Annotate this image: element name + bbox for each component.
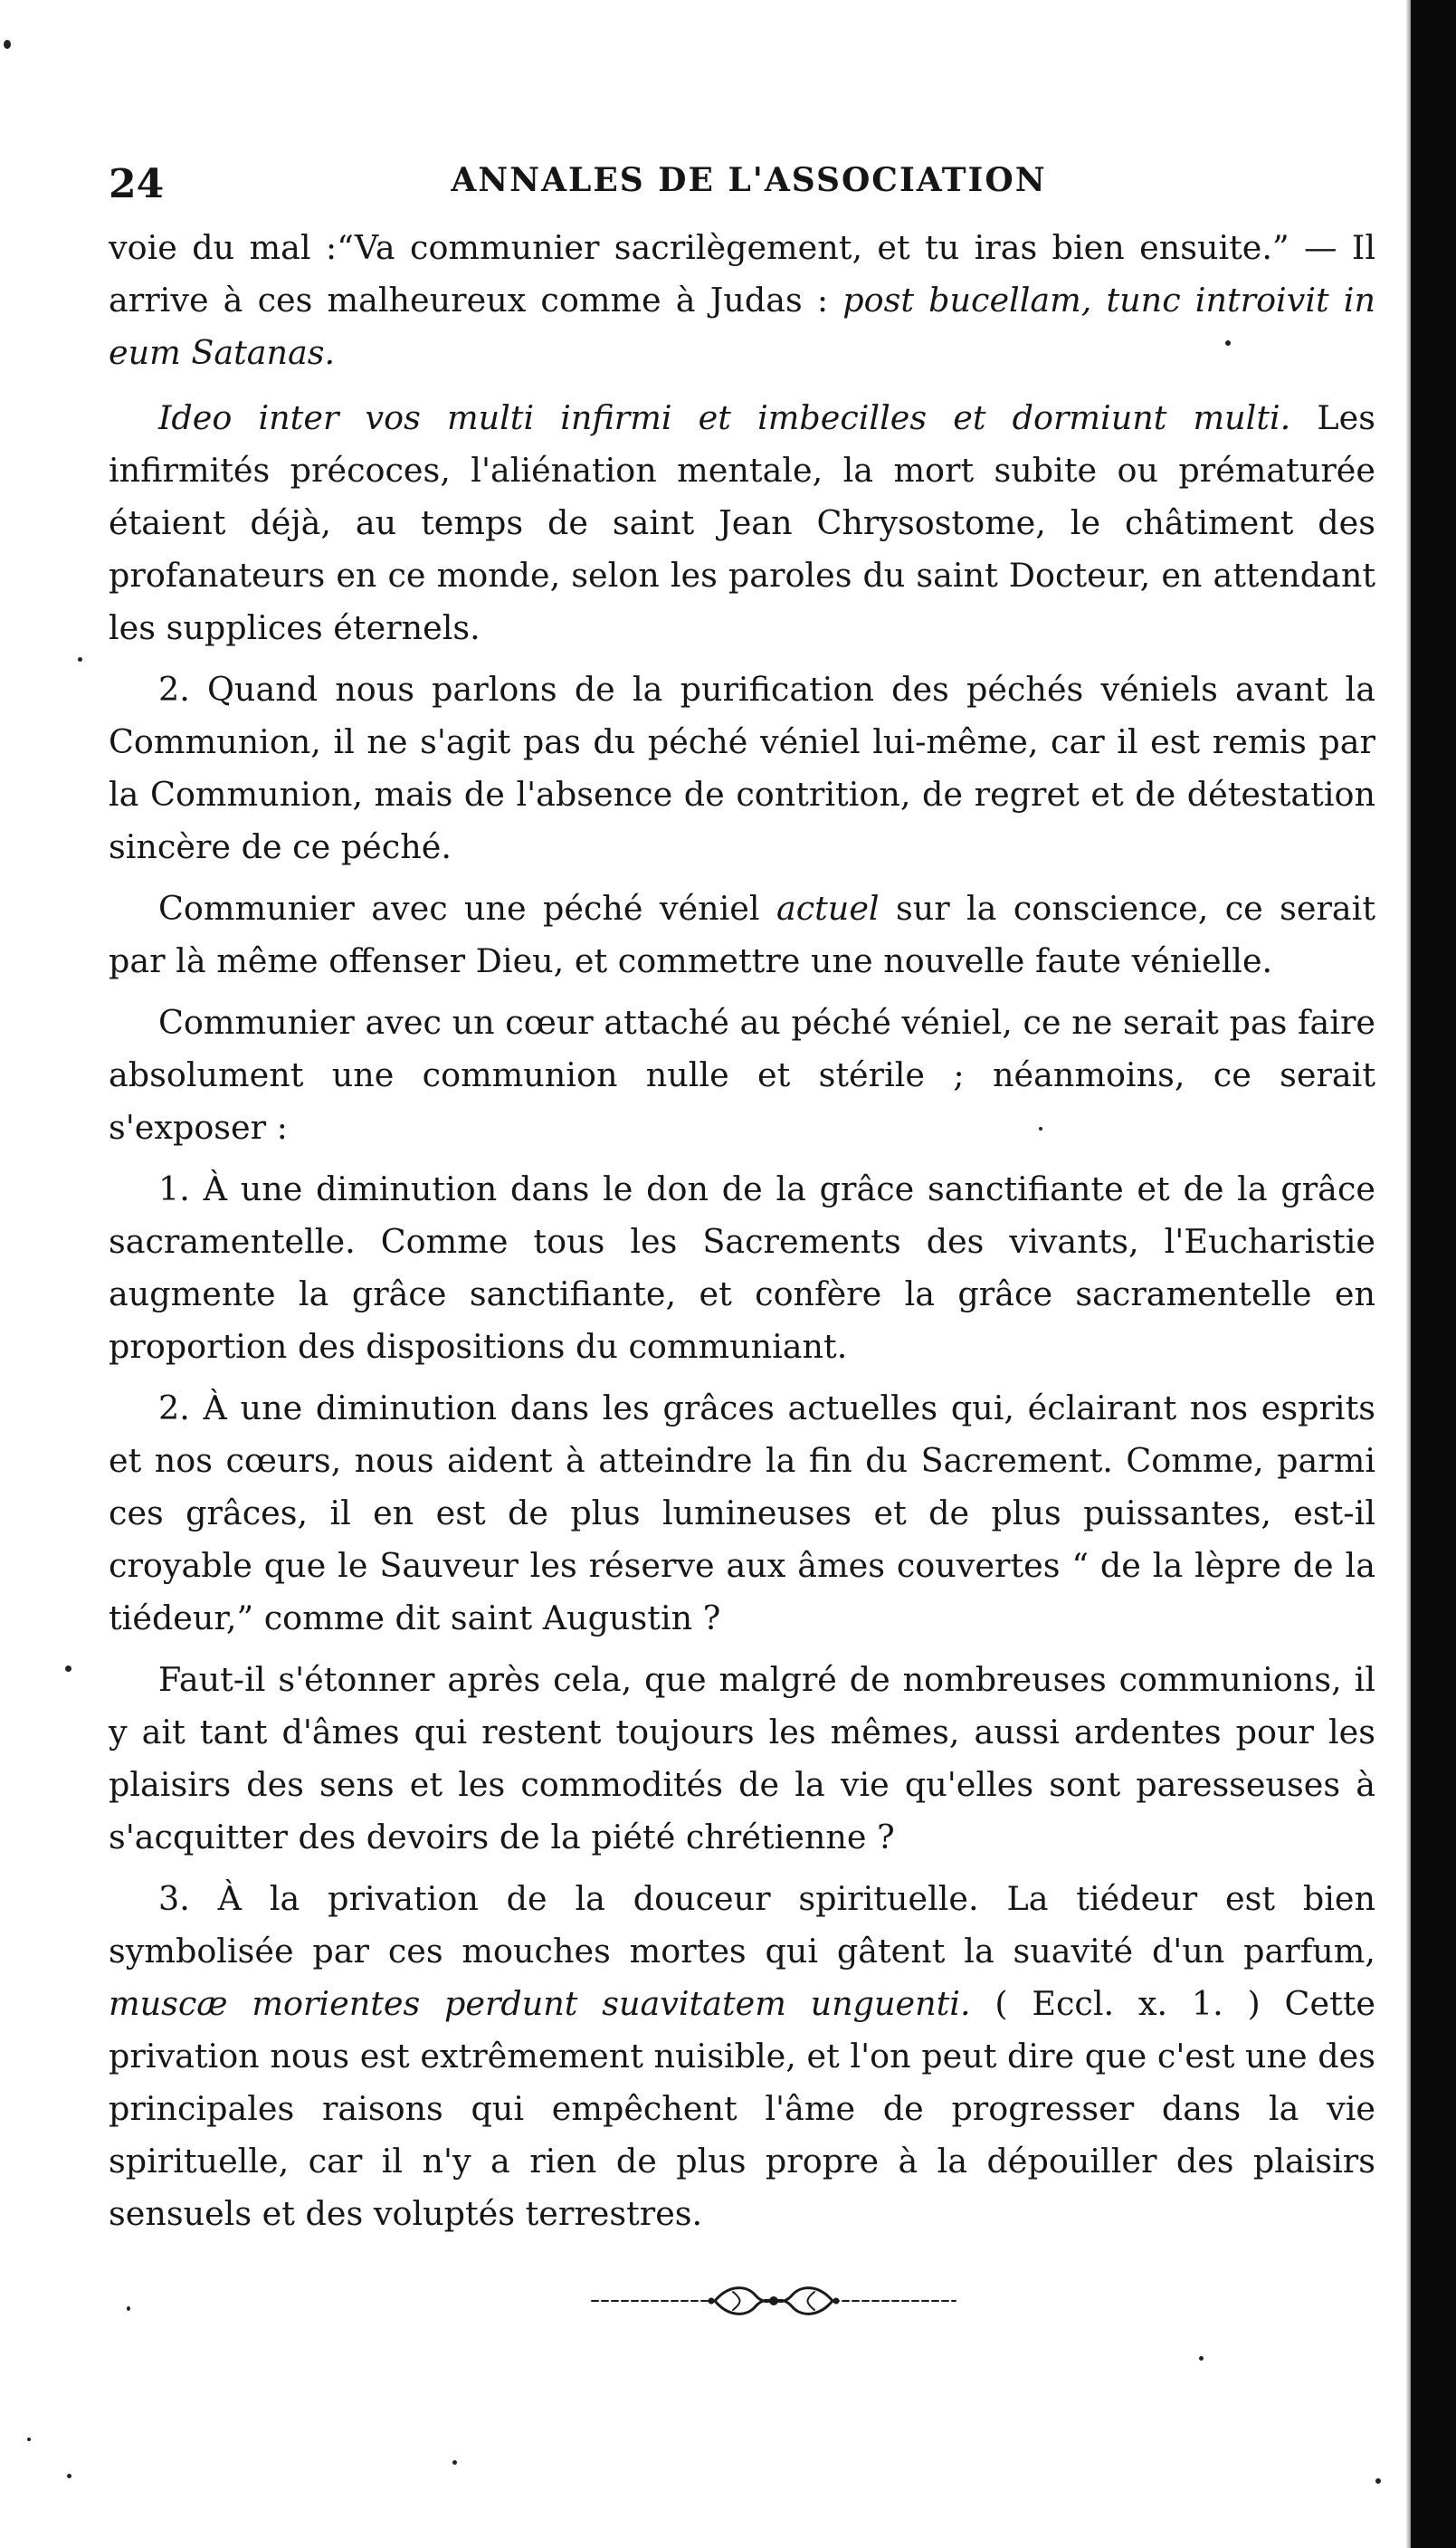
running-title: ANNALES DE L'ASSOCIATION — [451, 161, 1047, 199]
paragraph-text: voie du mal :“Va communier sacrilègement, et tu iras bien ensuite.” — Il arrive à ces malheureux comme à Judas : — [109, 228, 1375, 320]
paragraph-text: sur la conscience, ce serait par là même offenser Dieu, et commettre une nouvelle faute vénielle. — [109, 889, 1375, 980]
paragraph: Faut-il s'étonner après cela, que malgré de nombreuses communions, il y ait tant d'âmes qui restent toujours les mêmes, aussi ardentes pour les plaisirs des sens et les commodités de la vie qu'elles sont paresseuses à s'acquitter des devoirs de la piété chrétienne ? — [109, 1660, 1375, 1856]
book-spine-edge — [1411, 0, 1456, 2548]
italic-word: actuel — [776, 889, 880, 928]
page-header — [109, 154, 1389, 212]
print-speck — [1375, 2478, 1381, 2484]
paragraph: Communier avec un cœur attaché au péché véniel, ce ne serait pas faire absolument une communion nulle et stérile ; néanmoins, ce serait s'exposer : — [109, 1003, 1375, 1147]
fleuron-ornament-icon — [588, 2272, 959, 2326]
page-number: 24 — [109, 161, 165, 207]
latin-quotation: post bucellam, tunc introivit in eum Satanas. — [109, 281, 1375, 372]
latin-quotation: muscæ morientes perdunt suavitatem unguenti. — [109, 1984, 971, 2023]
paragraph-text: Les infirmités précoces, l'aliénation mentale, la mort subite ou prématurée étaient déjà, au temps de saint Jean Chrysostome, le châtiment des profanateurs en ce monde, selon les paroles du saint Docteur, en attendant les supplices éternels. — [109, 398, 1375, 647]
paragraph-continuation — [109, 222, 1375, 379]
paragraph — [109, 883, 1375, 988]
print-speck — [67, 2474, 71, 2478]
print-speck — [27, 2438, 31, 2441]
paragraph-text: Communier avec une péché véniel — [158, 889, 776, 928]
print-speck — [1199, 2356, 1204, 2361]
paragraph-text: ( Eccl. x. 1. ) Cette privation nous est extrêmement nuisible, et l'on peut dire que c'est une des principales raisons qui empêchent l'âme de progresser dans la vie spirituelle, car il n'y a rien de plus propre à la dépouiller des plaisirs sensuels et des voluptés terrestres. — [109, 1984, 1375, 2233]
paragraph: 2. À une diminution dans les grâces actuelles qui, éclairant nos esprits et nos cœurs, nous aident à atteindre la fin du Sacrement. Comme, parmi ces grâces, il en est de plus lumineuses et de plus puissantes, est-il croyable que le Sauveur les réserve aux âmes couvertes “ de la lèpre de la tiédeur,” comme dit saint Augustin ? — [109, 1389, 1375, 1637]
print-speck — [65, 1665, 71, 1672]
paragraph — [109, 392, 1375, 654]
paragraph: 1. À une diminution dans le don de la grâce sanctifiante et de la grâce sacramentelle. Comme tous les Sacrements des vivants, l'Eucharistie augmente la grâce sanctifiante, et confère la grâce sacramentelle en proportion des dispositions du communiant. — [109, 1169, 1375, 1366]
print-speck — [78, 657, 82, 662]
print-speck — [452, 2460, 457, 2465]
latin-quotation: Ideo inter vos multi infirmi et imbecilles et dormiunt multi. — [158, 398, 1291, 437]
body-text — [109, 222, 1375, 2249]
print-speck — [127, 2306, 130, 2311]
paragraph — [109, 1873, 1375, 2240]
paragraph-text: 3. À la privation de la douceur spirituelle. La tiédeur est bien symbolisée par ces mouches mortes qui gâtent la suavité d'un parfum, — [109, 1879, 1375, 1971]
print-speck — [4, 40, 11, 49]
paragraph: 2. Quand nous parlons de la purification des péchés véniels avant la Communion, il ne s'agit pas du péché véniel lui-même, car il est remis par la Communion, mais de l'absence de contrition, de regret et de détestation sincère de ce péché. — [109, 670, 1375, 866]
